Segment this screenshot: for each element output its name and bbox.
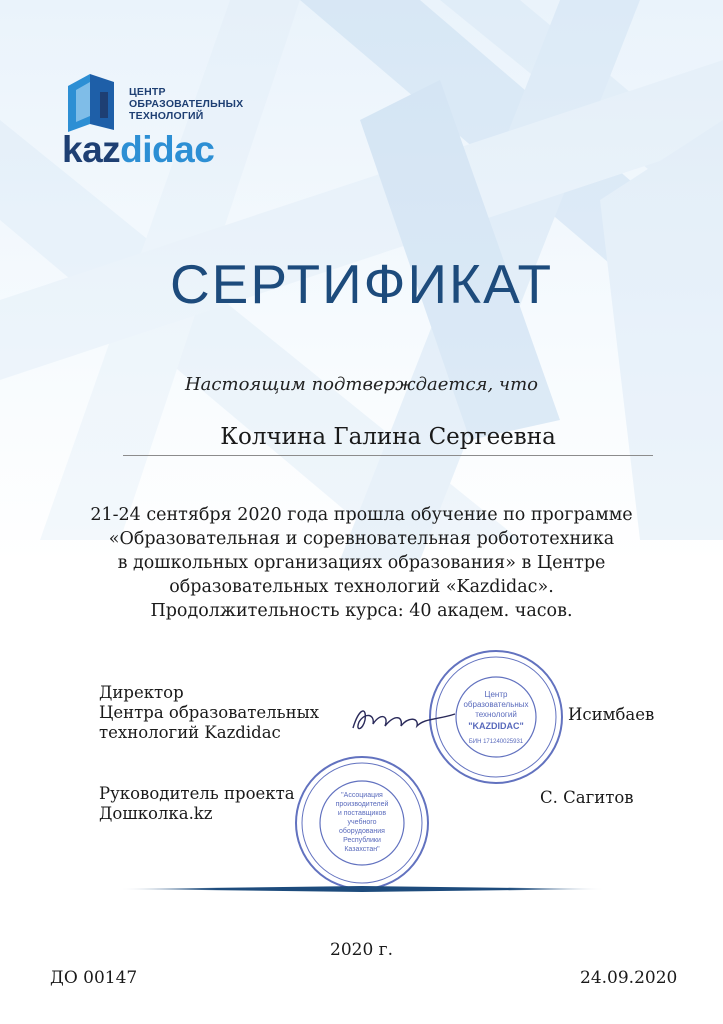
logo-line-2: ОБРАЗОВАТЕЛЬНЫХ	[129, 98, 244, 110]
director-title	[99, 683, 319, 743]
stamp-right-line: "KAZDIDAC"	[468, 721, 524, 731]
director-title-line: технологий Kazdidac	[99, 723, 281, 742]
director-signature	[345, 698, 465, 738]
association-stamp	[292, 753, 432, 893]
logo-brand	[62, 130, 214, 170]
manager-title-line: Руководитель проекта	[99, 784, 295, 803]
stamp-left-line: Республики	[343, 837, 381, 844]
logo-caption	[129, 86, 243, 122]
body-line: «Образовательная и соревновательная робототехника	[108, 529, 615, 549]
recipient-name: Колчина Галина Сергеевна	[220, 424, 556, 450]
logo-line-3: ТЕХНОЛОГИЙ	[129, 110, 204, 122]
director-title-line: Директор	[99, 683, 184, 702]
body-line: образовательных технологий «Kazdidac».	[169, 577, 554, 597]
stamp-left-line: "Ассоциация	[341, 792, 383, 799]
name-underline	[123, 455, 653, 456]
logo-brand-part-1: kaz	[62, 129, 121, 170]
stamp-right-line: Центр	[484, 690, 508, 699]
stamp-right-line: технологий	[475, 710, 517, 719]
certificate-title: СЕРТИФИКАТ	[169, 253, 554, 315]
stamp-left-line: оборудования	[339, 828, 385, 835]
stamp-left-line: и поставщиков	[337, 810, 387, 817]
certificate-body	[60, 503, 663, 623]
stamp-left-line: производителей	[335, 801, 389, 808]
certificate-number: ДО 00147	[50, 968, 138, 988]
manager-title	[99, 784, 295, 824]
body-line: в дошкольных организациях образования» в Центре	[117, 553, 606, 573]
footer-divider	[120, 886, 605, 892]
issue-year: 2020 г.	[330, 940, 393, 960]
body-line: Продолжительность курса: 40 академ. часов.	[150, 601, 573, 621]
stamp-right-line: образовательных	[463, 700, 529, 709]
kazdidac-logo	[62, 68, 262, 168]
issue-date: 24.09.2020	[580, 968, 678, 988]
body-line: 21-24 сентября 2020 года прошла обучение по программе	[90, 505, 633, 525]
manager-title-line: Дошколка.kz	[99, 804, 213, 823]
stamp-left-line: учебного	[347, 819, 377, 826]
logo-brand-part-2: didac	[120, 129, 215, 170]
logo-book-icon	[62, 68, 124, 134]
stamp-right-bin: БИН 171240025931	[468, 739, 524, 745]
manager-name: С. Сагитов	[540, 788, 634, 807]
director-name: Исимбаев	[568, 705, 655, 724]
logo-line-1: ЦЕНТР	[129, 86, 166, 98]
director-title-line: Центра образовательных	[99, 703, 320, 722]
confirm-text: Настоящим подтверждается, что	[184, 374, 538, 395]
stamp-left-line: Казахстан"	[344, 846, 380, 853]
